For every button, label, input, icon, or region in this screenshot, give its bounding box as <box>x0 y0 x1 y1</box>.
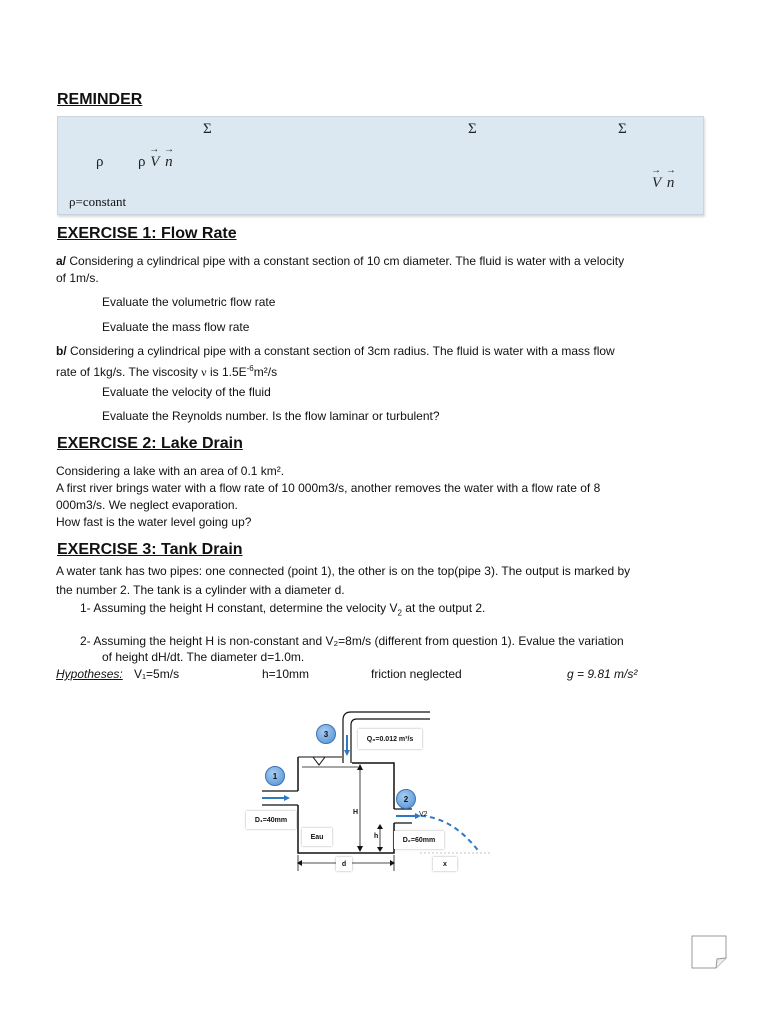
vector-n: → n <box>164 154 174 171</box>
h-label: h <box>374 833 379 840</box>
hypothesis-h: h=10mm <box>262 667 310 681</box>
exercise3-title: EXERCISE 3: Tank Drain <box>57 541 243 558</box>
rho-constant: ρ=constant <box>69 194 127 209</box>
question-2-line1: 2- Assuming the height H is non-constant and V₂=8m/s (different from question 1). Evalue the variation <box>80 634 624 648</box>
q1-suffix: at the output 2. <box>401 601 486 615</box>
x-label: x <box>433 857 457 871</box>
d1-label: D₁=40mm <box>246 811 296 829</box>
ex3-line1: A water tank has two pipes: one connected (point 1), the other is on the top(pipe 3). The output is marked by <box>56 564 631 578</box>
q1-text: 1- Assuming the height H constant, determine the velocity V <box>80 601 398 615</box>
water-label: Eau <box>302 828 332 846</box>
v2-label: V2 <box>419 811 428 818</box>
hypothesis-friction: friction neglected <box>371 667 462 681</box>
part-a-line1: Considering a cylindrical pipe with a constant section of 10 cm diameter. The fluid is water with a velocity <box>66 254 625 268</box>
part-a-label: a/ <box>56 254 67 268</box>
rho-symbol: ρ <box>96 154 104 170</box>
exercise1-part-a <box>56 253 706 287</box>
exercise1-part-b <box>56 343 706 381</box>
hypotheses-label-text: Hypotheses: <box>56 667 123 681</box>
reminder-box <box>57 116 704 215</box>
ex3-line2: the number 2. The tank is a cylinder with a diameter d. <box>56 583 345 597</box>
reminder-title: REMINDER <box>57 91 143 108</box>
ex2-line3: 000m3/s. We neglect evaporation. <box>56 498 238 512</box>
exercise2-body <box>56 463 706 531</box>
tank-diagram <box>240 705 490 880</box>
point-2-marker: 2 <box>396 789 416 809</box>
part-b-line1: Considering a cylindrical pipe with a constant section of 3cm radius. The fluid is water with a mass flow <box>66 344 615 358</box>
part-a-item-2: Evaluate the mass flow rate <box>102 320 250 334</box>
rho-vn-expression <box>138 154 174 171</box>
part-b-unit: m²/s <box>253 365 278 379</box>
question-2-line2: of height dH/dt. The diameter d=1.0m. <box>102 650 305 664</box>
part-b-label: b/ <box>56 344 67 358</box>
sigma-symbol-2: Σ <box>468 121 477 137</box>
ex2-line4: How fast is the water level going up? <box>56 515 252 529</box>
exercise2-title: EXERCISE 2: Lake Drain <box>57 435 243 452</box>
d2-label: D₂=60mm <box>394 831 444 849</box>
vn-expression <box>651 175 675 192</box>
hypothesis-g: g = 9.81 m/s² <box>567 667 638 681</box>
q1-subscript: 2 <box>397 608 402 618</box>
vector-n-2: → n <box>666 175 676 192</box>
ex2-line1: Considering a lake with an area of 0.1 km². <box>56 464 285 478</box>
d-label: d <box>336 857 352 871</box>
hypothesis-v1: V₁=5m/s <box>134 667 180 681</box>
page-corner-icon <box>690 934 730 970</box>
sigma-symbol-3: Σ <box>618 121 627 137</box>
sigma-symbol-1: Σ <box>203 121 212 137</box>
part-b-value: is 1.5E <box>206 365 247 379</box>
H-label: H <box>353 809 359 816</box>
hypotheses-label <box>56 666 123 683</box>
part-b-item-1: Evaluate the velocity of the fluid <box>102 385 271 399</box>
exercise1-title: EXERCISE 1: Flow Rate <box>57 225 237 242</box>
exponent: -6 <box>246 364 254 373</box>
vector-v-2: → V <box>651 175 662 192</box>
part-a-line2: of 1m/s. <box>56 271 99 285</box>
part-b-line2 <box>56 360 706 381</box>
question-1 <box>80 600 485 621</box>
part-b-item-2: Evaluate the Reynolds number. Is the flow laminar or turbulent? <box>102 409 440 423</box>
exercise3-body <box>56 562 706 600</box>
q3-label: Q₃=0.012 m³/s <box>358 729 422 749</box>
part-b-text: rate of 1kg/s. The viscosity <box>56 365 202 379</box>
point-3-marker: 3 <box>316 724 336 744</box>
rho-symbol-2: ρ <box>138 154 146 170</box>
ex2-line2: A first river brings water with a flow rate of 10 000m3/s, another removes the water with a flow rate of 8 <box>56 481 601 495</box>
part-a-item-1: Evaluate the volumetric flow rate <box>102 295 276 309</box>
nu-symbol: ν <box>201 365 207 379</box>
point-1-marker: 1 <box>265 766 285 786</box>
vector-v: → V <box>149 154 160 171</box>
